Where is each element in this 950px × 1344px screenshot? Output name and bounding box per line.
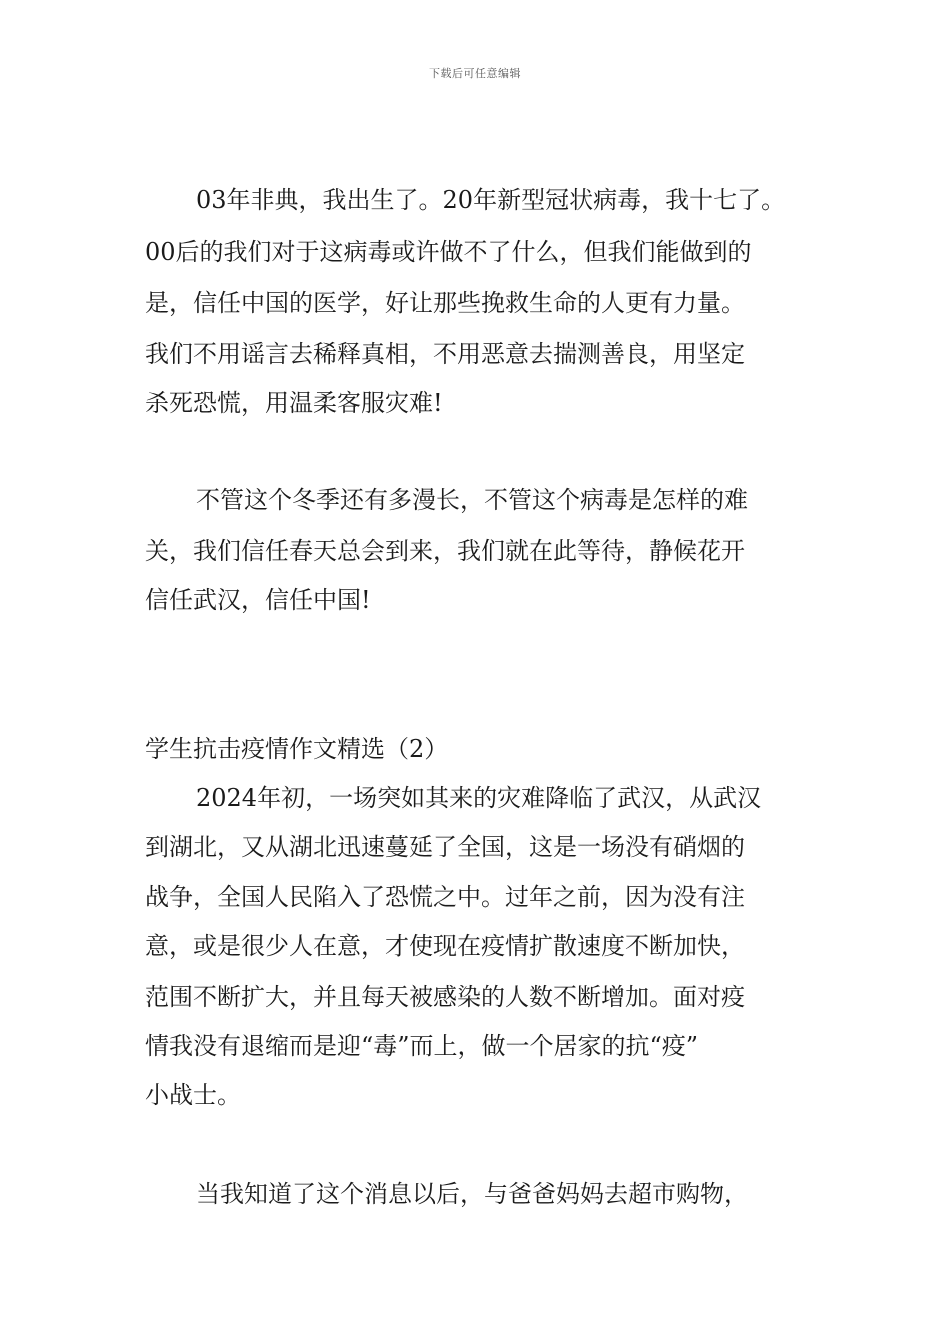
para2-line-2: 关，我们信任春天总会到来，我们就在此等待，静候花开: [145, 537, 745, 565]
page-header-note: 下载后可任意编辑: [429, 67, 521, 80]
para3-line-5: 范围不断扩大，并且每天被感染的人数不断增加。面对疫: [145, 983, 745, 1011]
para1-line-2: 00后的我们对于这病毒或许做不了什么，但我们能做到的: [145, 238, 752, 266]
para3-line-4: 意，或是很少人在意，才使现在疫情扩散速度不断加快，: [145, 932, 745, 960]
para2-line-3: 信任武汉，信任中国!: [145, 586, 371, 614]
para3-line-2: 到湖北，又从湖北迅速蔓延了全国，这是一场没有硝烟的: [145, 833, 745, 861]
para1-line-4: 我们不用谣言去稀释真相，不用恶意去揣测善良，用坚定: [145, 340, 745, 368]
para3-line-3: 战争，全国人民陷入了恐慌之中。过年之前，因为没有注: [145, 883, 745, 911]
para3-line-6: 情我没有退缩而是迎“毒”而上，做一个居家的抗“疫”: [145, 1032, 699, 1060]
para3-line-1: 2024年初，一场突如其来的灾难降临了武汉，从武汉: [196, 784, 762, 812]
para4-line-1: 当我知道了这个消息以后，与爸爸妈妈去超市购物，: [196, 1180, 748, 1208]
para1-line-1: 03年非典，我出生了。20年新型冠状病毒，我十七了。: [196, 186, 786, 214]
section-title: 学生抗击疫情作文精选（2）: [145, 735, 449, 763]
para1-line-5: 杀死恐慌，用温柔客服灾难!: [145, 389, 443, 417]
para2-line-1: 不管这个冬季还有多漫长，不管这个病毒是怎样的难: [196, 486, 748, 514]
para3-line-7: 小战士。: [145, 1081, 241, 1109]
para1-line-3: 是，信任中国的医学，好让那些挽救生命的人更有力量。: [145, 289, 745, 317]
